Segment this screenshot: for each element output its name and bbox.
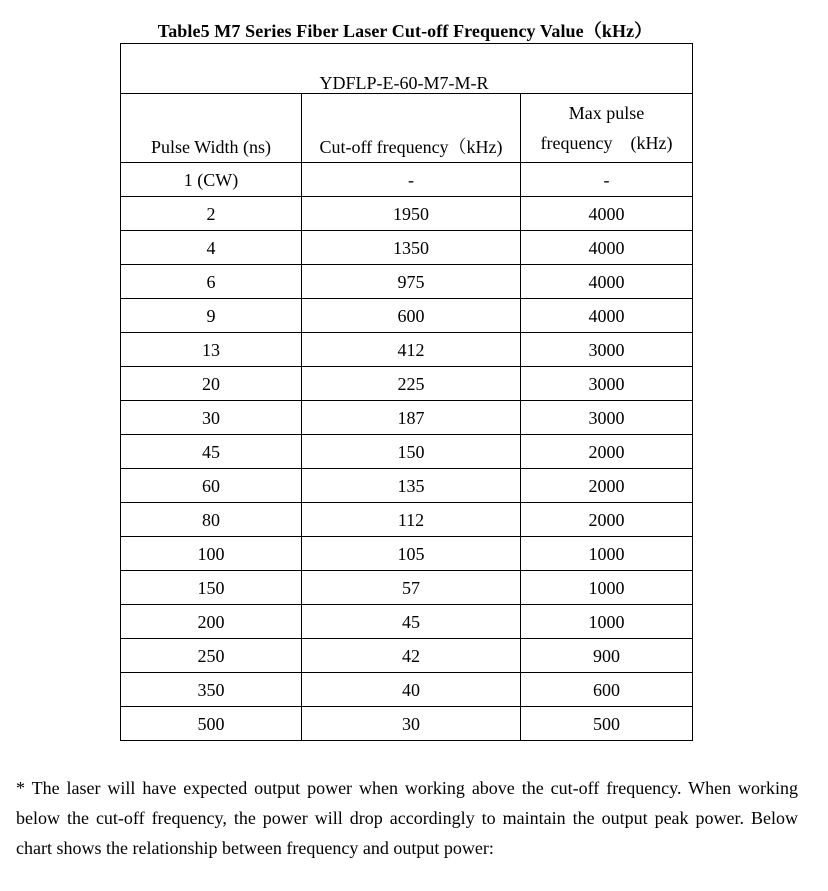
max-pulse-frequency-cell: 4000 bbox=[521, 231, 693, 265]
header-max-pulse-line1: Max pulse bbox=[568, 103, 645, 123]
table-row bbox=[121, 571, 693, 605]
cutoff-frequency-cell: 42 bbox=[302, 639, 521, 673]
cutoff-frequency-cell: 187 bbox=[302, 401, 521, 435]
pulse-width-cell: 60 bbox=[121, 469, 302, 503]
max-pulse-frequency-cell: 4000 bbox=[521, 299, 693, 333]
max-pulse-frequency-cell: 3000 bbox=[521, 367, 693, 401]
max-pulse-frequency-cell: 3000 bbox=[521, 401, 693, 435]
footnote: * The laser will have expected output power when working above the cut-off frequency. When working below the cut-off frequency, the power will drop accordingly to maintain the output peak power. Below chart shows the relationship between frequency and output power: bbox=[16, 778, 798, 858]
table-header-row bbox=[121, 94, 693, 163]
cutoff-frequency-cell: - bbox=[302, 163, 521, 197]
pulse-width-cell: 500 bbox=[121, 707, 302, 741]
cutoff-frequency-cell: 135 bbox=[302, 469, 521, 503]
pulse-width-cell: 20 bbox=[121, 367, 302, 401]
pulse-width-cell: 2 bbox=[121, 197, 302, 231]
table-row bbox=[121, 469, 693, 503]
max-pulse-frequency-cell: 1000 bbox=[521, 537, 693, 571]
pulse-width-cell: 6 bbox=[121, 265, 302, 299]
cutoff-frequency-table bbox=[120, 43, 693, 741]
table-row bbox=[121, 197, 693, 231]
pulse-width-cell: 4 bbox=[121, 231, 302, 265]
table-row bbox=[121, 639, 693, 673]
table-row bbox=[121, 299, 693, 333]
table-row bbox=[121, 673, 693, 707]
table-row bbox=[121, 231, 693, 265]
table-title: Table5 M7 Series Fiber Laser Cut-off Frequency Value（kHz） bbox=[157, 21, 653, 41]
pulse-width-cell: 250 bbox=[121, 639, 302, 673]
cutoff-frequency-cell: 30 bbox=[302, 707, 521, 741]
pulse-width-cell: 100 bbox=[121, 537, 302, 571]
cutoff-frequency-cell: 600 bbox=[302, 299, 521, 333]
header-max-pulse-frequency bbox=[521, 94, 693, 163]
cutoff-frequency-cell: 1950 bbox=[302, 197, 521, 231]
max-pulse-frequency-cell: 2000 bbox=[521, 503, 693, 537]
table-model-row bbox=[121, 44, 693, 94]
max-pulse-frequency-cell: 600 bbox=[521, 673, 693, 707]
max-pulse-frequency-cell: 2000 bbox=[521, 435, 693, 469]
header-cutoff-frequency: Cut-off frequency（kHz) bbox=[302, 94, 521, 163]
max-pulse-frequency-cell: 1000 bbox=[521, 571, 693, 605]
cutoff-frequency-cell: 45 bbox=[302, 605, 521, 639]
table-row bbox=[121, 537, 693, 571]
max-pulse-frequency-cell: - bbox=[521, 163, 693, 197]
max-pulse-frequency-cell: 4000 bbox=[521, 197, 693, 231]
pulse-width-cell: 350 bbox=[121, 673, 302, 707]
table-row bbox=[121, 707, 693, 741]
pulse-width-cell: 150 bbox=[121, 571, 302, 605]
header-max-pulse-line2: frequency (kHz) bbox=[540, 133, 673, 153]
table-row bbox=[121, 367, 693, 401]
max-pulse-frequency-cell: 3000 bbox=[521, 333, 693, 367]
max-pulse-frequency-cell: 4000 bbox=[521, 265, 693, 299]
pulse-width-cell: 80 bbox=[121, 503, 302, 537]
cutoff-frequency-cell: 150 bbox=[302, 435, 521, 469]
cutoff-frequency-cell: 105 bbox=[302, 537, 521, 571]
cutoff-frequency-cell: 1350 bbox=[302, 231, 521, 265]
cutoff-frequency-cell: 225 bbox=[302, 367, 521, 401]
table-row bbox=[121, 401, 693, 435]
pulse-width-cell: 45 bbox=[121, 435, 302, 469]
table-row bbox=[121, 163, 693, 197]
cutoff-frequency-cell: 412 bbox=[302, 333, 521, 367]
max-pulse-frequency-cell: 900 bbox=[521, 639, 693, 673]
cutoff-frequency-cell: 975 bbox=[302, 265, 521, 299]
max-pulse-frequency-cell: 2000 bbox=[521, 469, 693, 503]
header-pulse-width: Pulse Width (ns) bbox=[121, 94, 302, 163]
pulse-width-cell: 13 bbox=[121, 333, 302, 367]
table-row bbox=[121, 435, 693, 469]
cutoff-frequency-cell: 40 bbox=[302, 673, 521, 707]
pulse-width-cell: 9 bbox=[121, 299, 302, 333]
cutoff-frequency-cell: 112 bbox=[302, 503, 521, 537]
table-row bbox=[121, 605, 693, 639]
pulse-width-cell: 1 (CW) bbox=[121, 163, 302, 197]
table-row bbox=[121, 265, 693, 299]
max-pulse-frequency-cell: 1000 bbox=[521, 605, 693, 639]
cutoff-frequency-cell: 57 bbox=[302, 571, 521, 605]
pulse-width-cell: 200 bbox=[121, 605, 302, 639]
pulse-width-cell: 30 bbox=[121, 401, 302, 435]
table-row bbox=[121, 333, 693, 367]
max-pulse-frequency-cell: 500 bbox=[521, 707, 693, 741]
table-row bbox=[121, 503, 693, 537]
model-name-cell: YDFLP-E-60-M7-M-R bbox=[121, 44, 693, 94]
